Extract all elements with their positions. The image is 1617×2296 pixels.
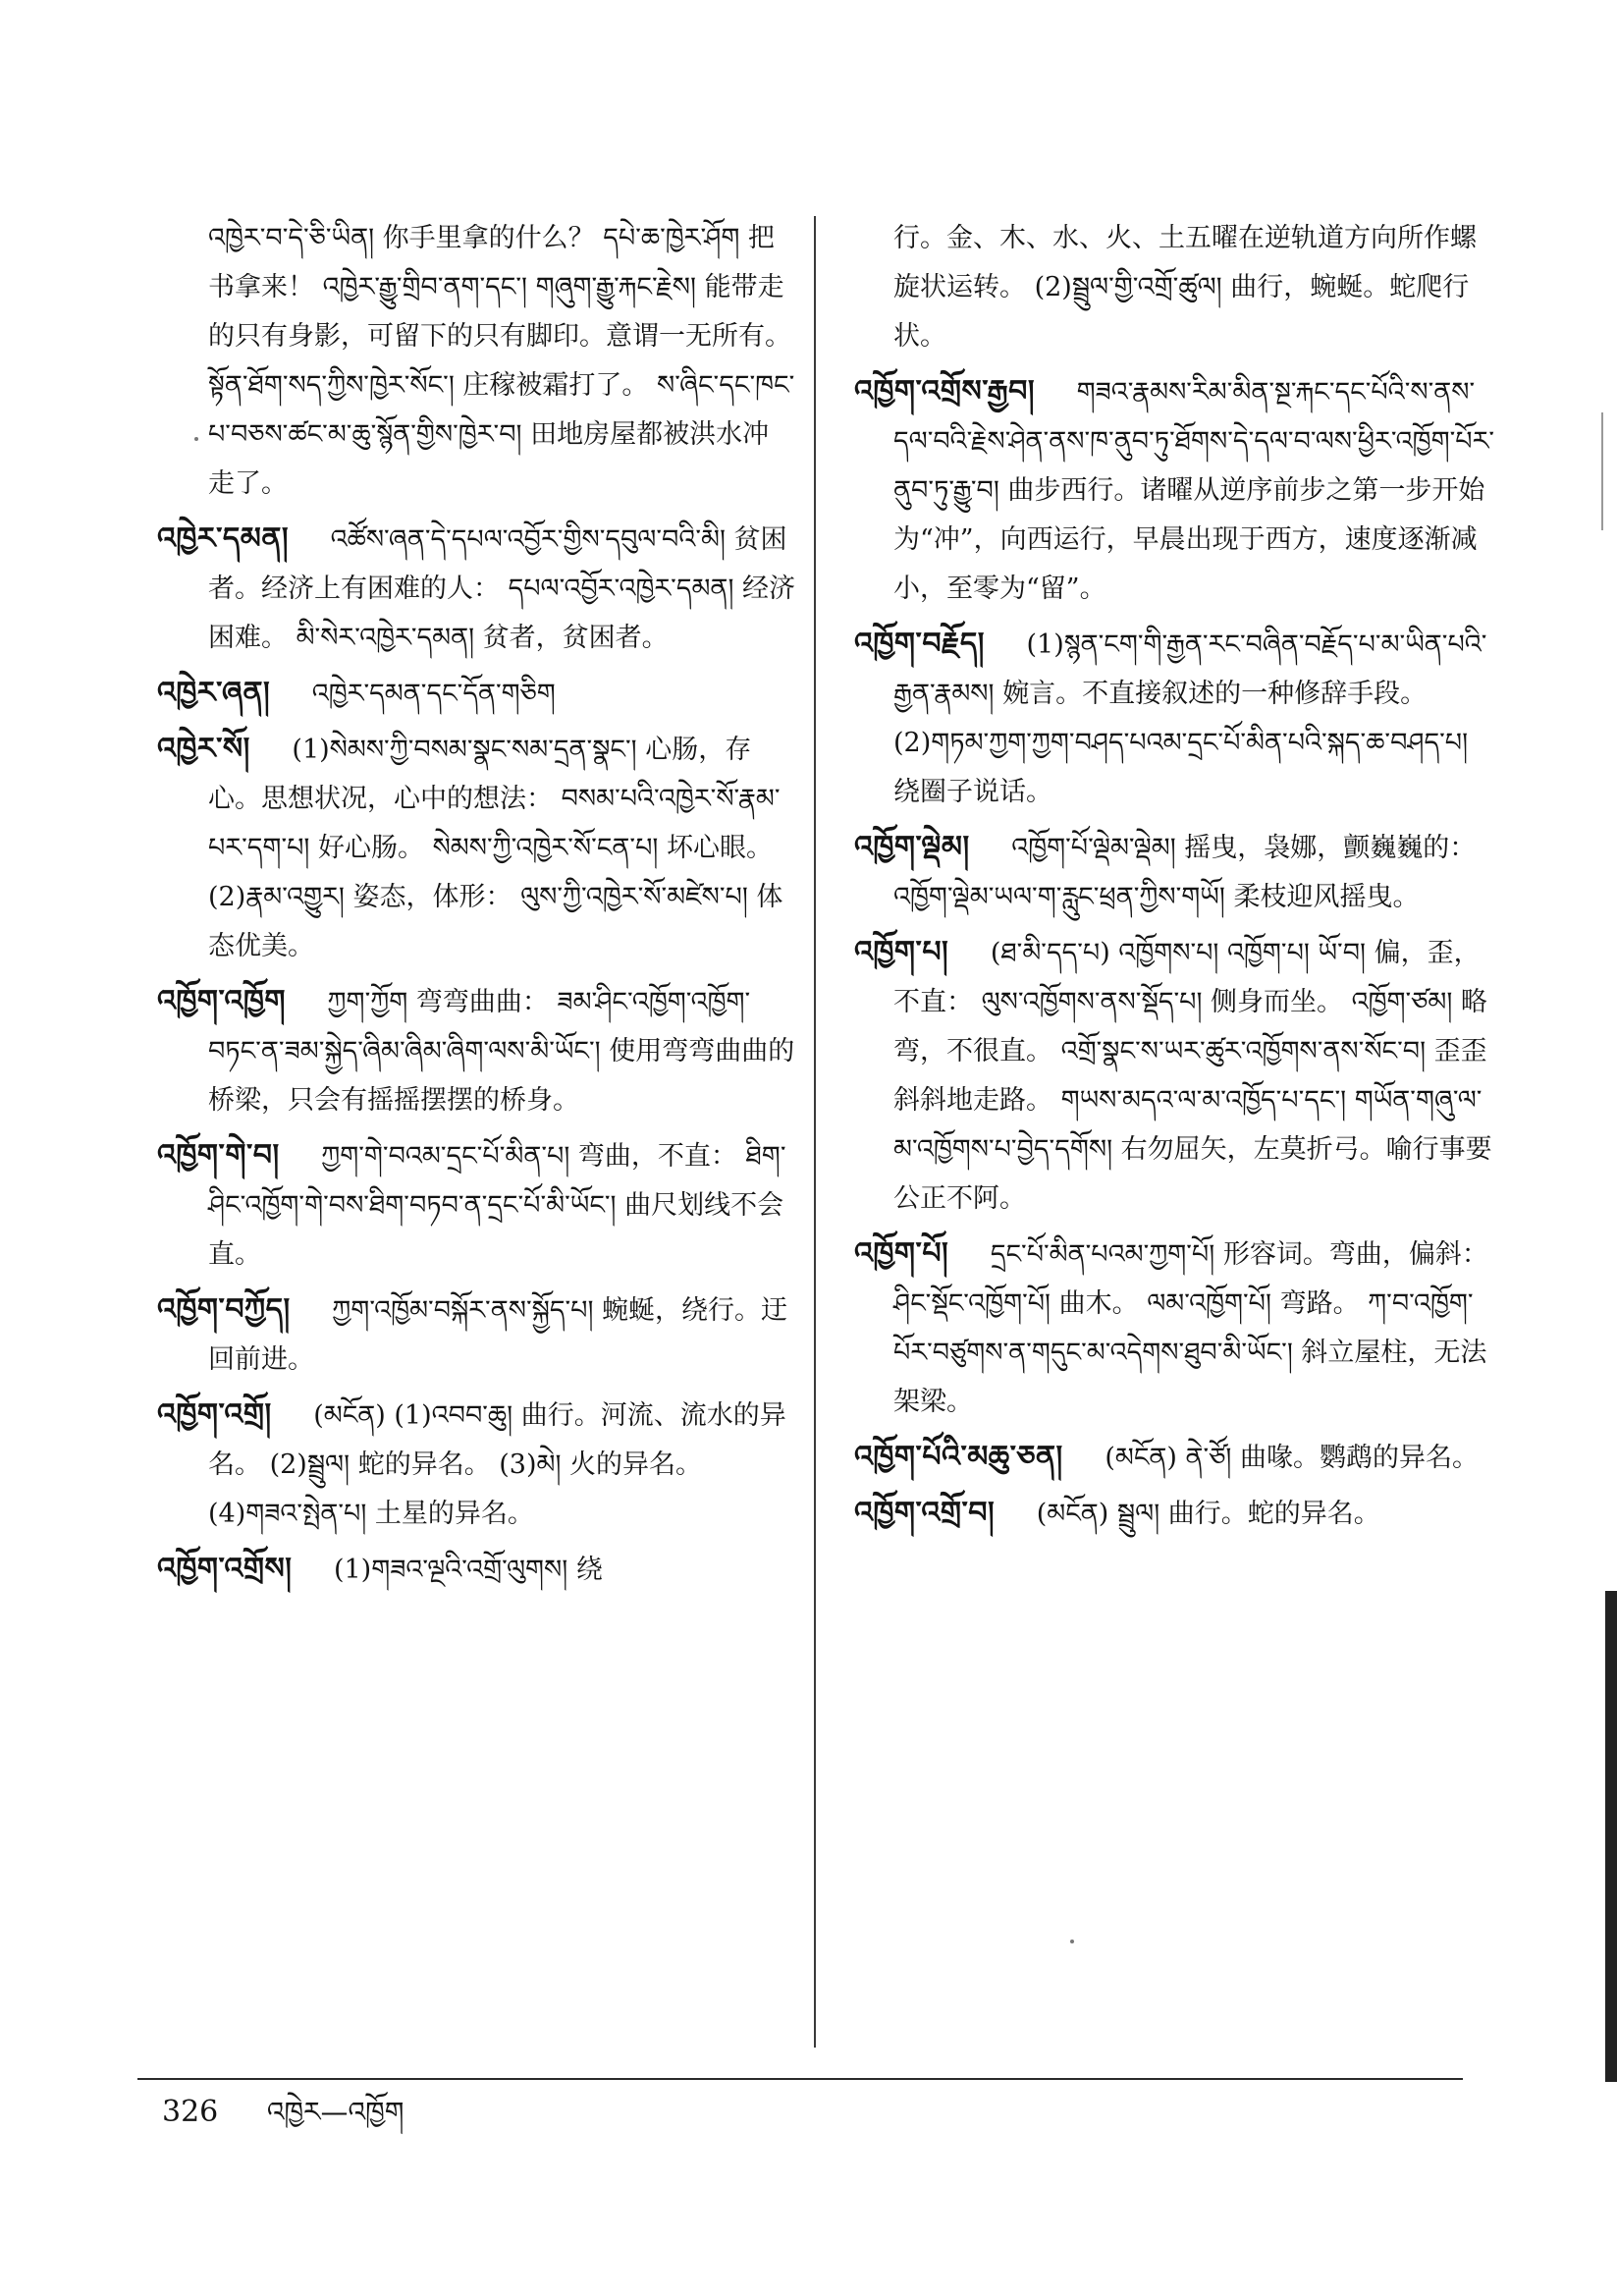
dictionary-entry <box>157 977 795 1125</box>
entry-definition: (མངོན) ནེ་ཙོ། 曲喙。鹦鹉的异名。 <box>1105 1443 1479 1473</box>
entry-definition: (མངོན) སྦྲུལ། 曲行。蛇的异名。 <box>1036 1499 1380 1529</box>
dictionary-entry <box>157 669 795 719</box>
entry-definition: (1)གཟའ་ལྔའི་འགྲོ་ལུགས། 绕 <box>333 1555 603 1585</box>
entry-definition: འཁྱེར་དམན་དང་དོན་གཅིག <box>311 679 556 709</box>
page-footer <box>162 2088 404 2137</box>
dictionary-entry <box>854 1433 1497 1483</box>
entry-definition: ཀྱག་ཀྱོག 弯弯曲曲： ཟམ་ཤིང་འཁྱོག་འཁྱོག་བཏང་ན་ཟམ་སྐྱེད་ཞིམ་ཞིམ་ཞིག་ལས་མི་ཡོང་། 使用弯弯曲曲的桥梁，只会有摇摇摆摆的桥身。 <box>208 987 795 1116</box>
entry-headword: འཁྱོག་པོའི་མཆུ་ཅན། <box>854 1440 1063 1474</box>
dictionary-entry <box>157 725 795 971</box>
entry-headword: འཁྱོག་འགྲོས། <box>157 1552 293 1586</box>
dictionary-entry <box>854 367 1497 614</box>
dictionary-entry <box>854 823 1497 922</box>
entry-definition: འཁྱེར་བ་དེ་ཅི་ཡིན། 你手里拿的什么？ དཔེ་ཆ་ཁྱེར་ཤོག 把书拿来！ འཁྱེར་རྒྱུ་གྲིབ་ནག་དང་། གཞུག་རྒྱུ་རྐང་རྗེས། 能带走的只有身影，可留下的只有脚印。意谓一无所有。 སྟོན་ཐོག་སད་ཀྱིས་ཁྱེར་སོང་། 庄稼被霜打了。 ས་ཞིང་དང་ཁང་པ་བཅས་ཚང་མ་ཆུ་སྙོན་གྱིས་ཁྱེར་བ། 田地房屋都被洪水冲走了。 <box>208 223 795 499</box>
entry-definition: འཁྱོག་པོ་ལྡེམ་ལྡེམ། 摇曳，袅娜，颤巍巍的： འཁྱོག་ལྡེམ་ཡལ་ག་རླུང་ཕྲན་ཀྱིས་གཡོ། 柔枝迎风摇曳。 <box>893 833 1477 912</box>
entry-headword: འཁྱེར་དམན། <box>157 521 289 556</box>
entry-headword: འཁྱོག་འགྲོ། <box>157 1397 272 1432</box>
page-edge-shadow <box>1605 1591 1617 2082</box>
column-divider <box>814 216 816 2048</box>
right-column <box>854 214 1497 1545</box>
dictionary-entry <box>157 214 795 509</box>
dictionary-entry <box>157 1131 795 1280</box>
entry-definition: འཚོས་ཞན་དེ་དཔལ་འབྱོར་གྱིས་དབུལ་བའི་མི། 贫困者。经济上有困难的人： དཔལ་འབྱོར་འཁྱེར་དམན། 经济困难。 མི་སེར་འཁྱེར་དམན། 贫者，贫困者。 <box>208 524 796 653</box>
dictionary-entry <box>854 620 1497 817</box>
dictionary-entry <box>854 1489 1497 1539</box>
dictionary-entry <box>157 1545 795 1595</box>
scan-speck <box>1070 1940 1074 1943</box>
dictionary-entry <box>157 515 795 663</box>
entry-headword: འཁྱོག་འགྲོས་རྒྱབ། <box>854 374 1035 409</box>
entry-definition: (1)སྙན་ངག་གི་རྒྱན་རང་བཞིན་བརྗོད་པ་མ་ཡིན་པའི་རྒྱན་རྣམས། 婉言。不直接叙述的一种修辞手段。 (2)གཏམ་ཀྱག་ཀྱག་བཤད་པའམ་དྲང་པོ་མིན་པའི་སྐད་ཆ་བཤད་པ། 绕圈子说话。 <box>893 629 1487 807</box>
binding-edge-marks <box>1601 412 1617 530</box>
page-number: 326 <box>162 2095 219 2129</box>
entry-headword: འཁྱོག་པོ། <box>854 1236 949 1271</box>
entry-headword: འཁྱོག་བརྗོད། <box>854 627 985 661</box>
entry-definition: 行。金、木、水、火、土五曜在逆轨道方向所作螺旋状运转。 (2)སྦྲུལ་གྱི་འགྲོ་ཚུལ། 曲行，蜿蜒。蛇爬行状。 <box>893 223 1477 352</box>
footer-rule <box>137 2078 1463 2080</box>
entry-definition: ཀྱག་གེ་བའམ་དྲང་པོ་མིན་པ། 弯曲，不直： ཐིག་ཤིང་འཁྱོག་གེ་བས་ཐིག་བཏབ་ན་དྲང་པོ་མི་ཡོང་། 曲尺划线不会直。 <box>208 1141 786 1270</box>
entry-headword: འཁྱོག་འཁྱོག <box>157 984 286 1018</box>
entry-definition: (མངོན) (1)འབབ་ཆུ། 曲行。河流、流水的异名。 (2)སྦྲུལ། 蛇的异名。 (3)མེ། 火的异名。 (4)གཟའ་སྤེན་པ། 土星的异名。 <box>208 1400 786 1529</box>
dictionary-entry <box>854 214 1497 361</box>
entry-headword: འཁྱོག་གེ་བ། <box>157 1138 280 1173</box>
entry-headword: འཁྱེར་ཞན། <box>157 676 271 710</box>
entry-headword: འཁྱོག་ལྡེམ། <box>854 830 970 864</box>
entry-definition: དྲང་པོ་མིན་པའམ་ཀྱག་པོ། 形容词。弯曲，偏斜： ཤིང་སྡོང་འཁྱོག་པོ། 曲木。 ལམ་འཁྱོག་པོ། 弯路。 ཀ་བ་འཁྱོག་པོར་བཙུགས་ན་གདུང་མ་འདེགས་ཐུབ་མི་ཡོང་། 斜立屋柱，无法架梁。 <box>893 1239 1488 1417</box>
dictionary-entry <box>854 1230 1497 1427</box>
entry-definition: ཀྱག་འཁྱོམ་བསྐོར་ནས་སྐྱོད་པ། 蜿蜒，绕行。迂回前进。 <box>208 1295 788 1375</box>
headword-range: འཁྱེར—འཁྱོག <box>266 2096 404 2128</box>
left-column <box>157 214 795 1601</box>
entry-headword: འཁྱོག་འགྲོ་བ། <box>854 1496 996 1530</box>
entry-headword: འཁྱོག་པ། <box>854 935 949 969</box>
dictionary-entry <box>157 1285 795 1385</box>
entry-headword: འཁྱོག་བཀྱོད། <box>157 1292 291 1327</box>
entry-headword: འཁྱེར་སོ། <box>157 732 250 766</box>
entry-definition: (1)སེམས་ཀྱི་བསམ་སྣང་སམ་དྲན་སྣང་། 心肠，存心。思想状况，心中的想法： བསམ་པའི་འཁྱེར་སོ་རྣམ་པར་དག་པ། 好心肠。 སེམས་ཀྱི་འཁྱེར་སོ་ངན་པ། 坏心眼。 (2)རྣམ་འགྱུར། 姿态，体形： ལུས་ཀྱི་འཁྱེར་སོ་མཛེས་པ། 体态优美。 <box>208 735 783 961</box>
entry-definition: གཟའ་རྣམས་རིམ་མིན་སྔ་རྐང་དང་པོའི་ས་ནས་དལ་བའི་རྗེས་ཤེན་ནས་ཁ་ནུབ་ཏུ་ཐོགས་དེ་དལ་བ་ལས་ཕྱིར་འཁྱོག་པོར་ནུབ་ཏུ་རྒྱུ་བ། 曲步西行。诸曜从逆序前步之第一步开始为“冲”，向西运行，早晨出现于西方，速度逐渐减小，至零为“留”。 <box>893 377 1495 604</box>
dictionary-entry <box>854 928 1497 1224</box>
entry-definition: (ཐ་མི་དད་པ) འཁྱོགས་པ། འཁྱོག་པ། ཡོ་བ། 偏，歪，不直： ལུས་འཁྱོགས་ནས་སྡོད་པ། 侧身而坐。 འཁྱོག་ཙམ། 略弯，不很直。 འགྲོ་སྣང་ས་ཡར་ཚུར་འཁྱོགས་ནས་སོང་བ། 歪歪斜斜地走路。 གཡས་མདའ་ལ་མ་འཁྱོད་པ་དང་། གཡོན་གཞུ་ལ་མ་འཁྱོགས་པ་བྱེད་དགོས། 右勿屈矢，左莫折弓。喻行事要公正不阿。 <box>893 938 1492 1214</box>
dictionary-entry <box>157 1391 795 1539</box>
scan-speck <box>194 437 198 441</box>
